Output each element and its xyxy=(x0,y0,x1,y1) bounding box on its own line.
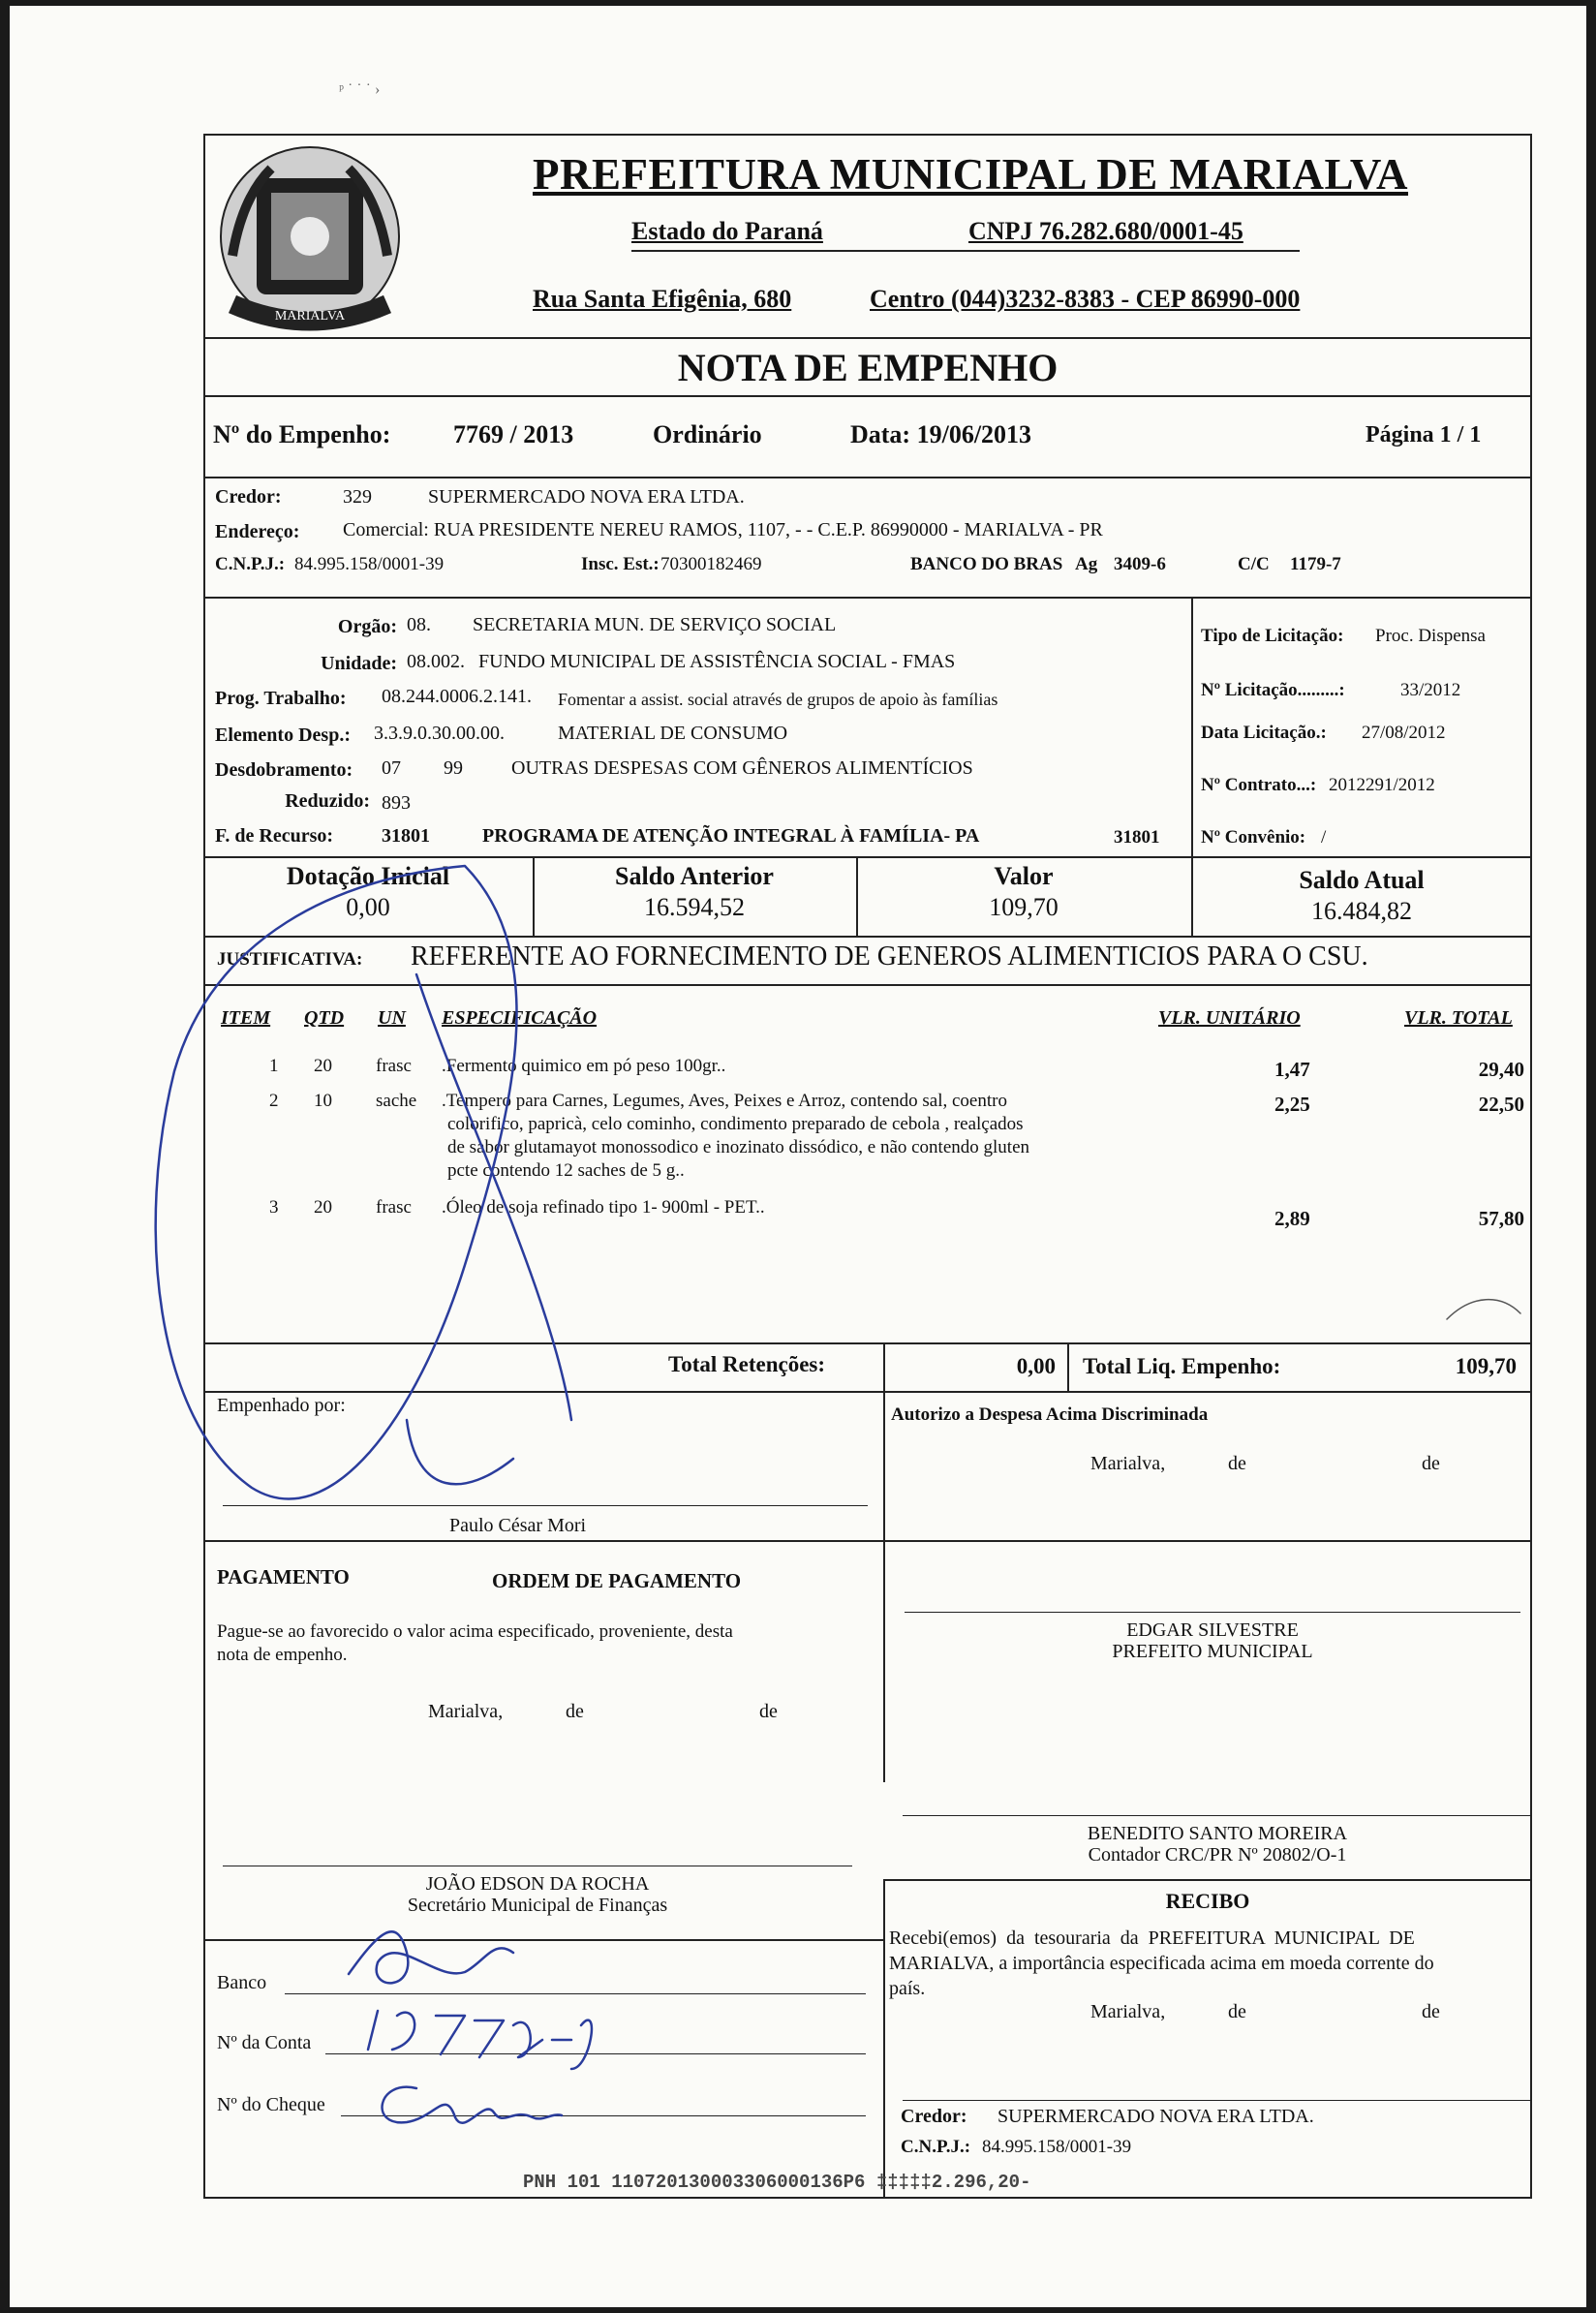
divider xyxy=(203,984,1532,986)
divider xyxy=(1067,1342,1069,1391)
desdobramento-sub: 99 xyxy=(444,757,463,779)
autorizo-text: Autorizo a Despesa Acima Discriminada xyxy=(891,1404,1209,1425)
recibo-title: RECIBO xyxy=(1165,1889,1250,1913)
empenho-type: Ordinário xyxy=(653,420,762,448)
cnpj-header: CNPJ 76.282.680/0001-45 xyxy=(968,217,1243,245)
convenio-number: / xyxy=(1321,827,1327,848)
convenio-label: Nº Convênio: xyxy=(1201,827,1306,848)
empenho-date: Data: 19/06/2013 xyxy=(850,420,1032,448)
divider xyxy=(203,477,1532,478)
svg-text:MARIALVA: MARIALVA xyxy=(274,309,346,324)
saldo-anterior-label: Saldo Anterior xyxy=(615,862,774,890)
credor-address: Comercial: RUA PRESIDENTE NEREU RAMOS, 1107, - - C.E.P. 86990000 - MARIALVA - PR xyxy=(343,519,1103,540)
desdobramento-name: OUTRAS DESPESAS COM GÊNEROS ALIMENTÍCIOS xyxy=(511,757,973,779)
account-label: C/C xyxy=(1238,554,1270,574)
header-underline xyxy=(631,250,1300,252)
licitacao-date-label: Data Licitação.: xyxy=(1201,723,1327,743)
divider xyxy=(203,597,1532,599)
divider xyxy=(883,1540,885,1782)
signature-line xyxy=(905,1612,1520,1613)
municipal-crest-icon xyxy=(213,139,407,343)
prog-label: Prog. Trabalho: xyxy=(215,688,347,709)
divider xyxy=(203,1342,1532,1344)
item-qtd: 20 xyxy=(314,1056,332,1076)
credor-cnpj: 84.995.158/0001-39 xyxy=(294,554,445,574)
item-spec: pcte contendo 12 saches de 5 g.. xyxy=(447,1160,685,1181)
item-header: ITEM xyxy=(221,1007,271,1029)
place-date: Marialva, xyxy=(1090,2001,1166,2022)
state-name: Estado do Paraná xyxy=(631,217,823,245)
recibo-cnpj-label: C.N.P.J.: xyxy=(901,2137,971,2157)
empenho-number: 7769 / 2013 xyxy=(453,420,574,448)
contador-title: Contador CRC/PR Nº 20802/O-1 xyxy=(1088,1844,1347,1866)
divider xyxy=(883,1342,885,1391)
item-number: 1 xyxy=(269,1056,279,1076)
contador-name: BENEDITO SANTO MOREIRA xyxy=(1087,1823,1348,1844)
tipo-licitacao: Proc. Dispensa xyxy=(1375,626,1486,646)
date-de: de xyxy=(1422,1453,1440,1474)
stray-mark: ᵖ ˙ ˙ ˙ › xyxy=(339,81,381,98)
empenhado-label: Empenhado por: xyxy=(217,1395,346,1416)
retencoes-value: 0,00 xyxy=(1016,1354,1056,1378)
agency-number: 3409-6 xyxy=(1114,554,1166,574)
pague-text: Pague-se ao favorecido o valor acima especificado, proveniente, desta xyxy=(217,1621,733,1642)
signature-line xyxy=(223,1505,868,1506)
desdobramento-code: 07 xyxy=(382,757,401,779)
unidade-code: 08.002. xyxy=(407,651,465,672)
page-number: Página 1 / 1 xyxy=(1366,422,1482,447)
desdobramento-label: Desdobramento: xyxy=(215,759,353,781)
item-total-price: 22,50 xyxy=(1478,1093,1524,1116)
prefeito-name: EDGAR SILVESTRE xyxy=(1126,1619,1299,1641)
dotacao-label: Dotação Inicial xyxy=(286,862,450,890)
recibo-text: país. xyxy=(889,1978,926,1999)
licitacao-number: 33/2012 xyxy=(1400,680,1461,700)
date-de: de xyxy=(566,1701,584,1722)
empenhado-name: Paulo César Mori xyxy=(449,1515,587,1536)
unidade-label: Unidade: xyxy=(321,653,397,674)
valor-value: 109,70 xyxy=(989,893,1059,921)
unit-price-header: VLR. UNITÁRIO xyxy=(1158,1007,1301,1029)
valor-label: Valor xyxy=(994,862,1054,890)
item-total-price: 57,80 xyxy=(1478,1207,1524,1230)
conta-label: Nº da Conta xyxy=(217,2032,312,2053)
document-page xyxy=(10,6,1586,2307)
fonte-code: 31801 xyxy=(382,825,430,847)
secretario-title: Secretário Municipal de Finanças xyxy=(407,1895,668,1916)
liq-empenho-value: 109,70 xyxy=(1455,1354,1517,1378)
elemento-code: 3.3.9.0.30.00.00. xyxy=(374,723,505,744)
pagamento-label: PAGAMENTO xyxy=(217,1565,350,1588)
item-unit-price: 1,47 xyxy=(1274,1058,1310,1081)
city-hall-title: PREFEITURA MUNICIPAL DE MARIALVA xyxy=(533,150,1409,199)
account-number: 1179-7 xyxy=(1290,554,1341,574)
item-spec: .Óleo de soja refinado tipo 1- 900ml - PET.. xyxy=(442,1197,765,1218)
item-spec: colorifico, papricà, celo cominho, condimento preparado de cebola , realçados xyxy=(447,1114,1024,1134)
fonte-name: PROGRAMA DE ATENÇÃO INTEGRAL À FAMÍLIA- PA xyxy=(482,825,980,847)
credor-code: 329 xyxy=(343,486,372,508)
pague-text: nota de empenho. xyxy=(217,1645,348,1665)
divider xyxy=(203,337,1532,339)
elemento-name: MATERIAL DE CONSUMO xyxy=(558,723,788,744)
item-spec: .Fermento quimico em pó peso 100gr.. xyxy=(442,1056,726,1076)
total-price-header: VLR. TOTAL xyxy=(1404,1007,1513,1029)
saldo-anterior-value: 16.594,52 xyxy=(644,893,745,921)
place-date: Marialva, xyxy=(428,1701,504,1722)
street-address: Rua Santa Efigênia, 680 xyxy=(533,285,792,313)
ordem-pagamento-label: ORDEM DE PAGAMENTO xyxy=(492,1569,742,1592)
date-de: de xyxy=(1228,1453,1246,1474)
credor-label: Credor: xyxy=(215,486,282,508)
divider xyxy=(203,1391,1532,1393)
prog-code: 08.244.0006.2.141. xyxy=(382,686,532,707)
orgao-code: 08. xyxy=(407,614,431,635)
tipo-licitacao-label: Tipo de Licitação: xyxy=(1201,626,1344,646)
un-header: UN xyxy=(378,1007,406,1029)
signature-line xyxy=(903,1815,1532,1816)
footer-code: PNH 101 110720130003306000136P6 ‡‡‡‡‡2.296,20- xyxy=(523,2172,1031,2193)
divider xyxy=(203,1939,883,1941)
prog-name: Fomentar a assist. social através de grupos de apoio às famílias xyxy=(558,690,998,709)
item-un: frasc xyxy=(376,1197,412,1218)
document-title: NOTA DE EMPENHO xyxy=(677,346,1059,389)
item-un: frasc xyxy=(376,1056,412,1076)
divider xyxy=(883,1391,885,1540)
signature-line xyxy=(903,2100,1532,2101)
reduzido-label: Reduzido: xyxy=(285,790,370,812)
contrato-number: 2012291/2012 xyxy=(1329,775,1435,795)
liq-empenho-label: Total Liq. Empenho: xyxy=(1083,1354,1281,1378)
orgao-label: Orgão: xyxy=(337,616,397,637)
divider xyxy=(203,395,1532,397)
address-label: Endereço: xyxy=(215,521,300,542)
item-un: sache xyxy=(376,1091,417,1111)
cheque-label: Nº do Cheque xyxy=(217,2094,325,2115)
recibo-credor-label: Credor: xyxy=(901,2106,967,2127)
saldo-atual-value: 16.484,82 xyxy=(1311,897,1412,925)
item-spec: de sabor glutamayot monossodico e inozinato dissódico, e não contendo gluten xyxy=(447,1137,1030,1157)
reduzido-code: 893 xyxy=(382,792,411,814)
saldo-atual-label: Saldo Atual xyxy=(1299,866,1425,894)
bank-name: BANCO DO BRAS xyxy=(910,554,1063,574)
item-qtd: 10 xyxy=(314,1091,332,1111)
elemento-label: Elemento Desp.: xyxy=(215,725,351,746)
item-unit-price: 2,25 xyxy=(1274,1093,1310,1116)
licitacao-date: 27/08/2012 xyxy=(1362,723,1446,743)
date-de: de xyxy=(1422,2001,1440,2022)
item-spec: .Tempero para Carnes, Legumes, Aves, Peixes e Arroz, contendo sal, coentro xyxy=(442,1091,1007,1111)
conta-line xyxy=(325,2053,866,2054)
recibo-cnpj: 84.995.158/0001-39 xyxy=(982,2137,1132,2157)
justificativa-label: JUSTIFICATIVA: xyxy=(217,949,363,970)
secretario-name: JOÃO EDSON DA ROCHA xyxy=(425,1873,650,1895)
credor-name: SUPERMERCADO NOVA ERA LTDA. xyxy=(428,486,745,508)
divider xyxy=(883,1879,885,2199)
item-number: 2 xyxy=(269,1091,279,1111)
orgao-name: SECRETARIA MUN. DE SERVIÇO SOCIAL xyxy=(473,614,837,635)
insc-value: 70300182469 xyxy=(660,554,762,574)
fonte-label: F. de Recurso: xyxy=(215,825,334,847)
divider xyxy=(203,936,1532,938)
fonte-code-2: 31801 xyxy=(1114,827,1160,848)
divider xyxy=(1191,597,1193,856)
item-qtd: 20 xyxy=(314,1197,332,1218)
prefeito-title: PREFEITO MUNICIPAL xyxy=(1112,1641,1313,1662)
item-unit-price: 2,89 xyxy=(1274,1207,1310,1230)
divider xyxy=(883,1879,1532,1881)
item-number: 3 xyxy=(269,1197,279,1218)
date-de: de xyxy=(1228,2001,1246,2022)
contact-info: Centro (044)3232-8383 - CEP 86990-000 xyxy=(870,285,1301,313)
place-date: Marialva, xyxy=(1090,1453,1166,1474)
empenho-label: Nº do Empenho: xyxy=(213,420,391,448)
banco-line xyxy=(285,1993,866,1994)
divider xyxy=(203,1540,1532,1542)
cheque-line xyxy=(341,2115,866,2116)
divider xyxy=(203,856,1532,858)
unidade-name: FUNDO MUNICIPAL DE ASSISTÊNCIA SOCIAL - FMAS xyxy=(478,651,956,672)
spec-header: ESPECIFICAÇÃO xyxy=(442,1007,598,1029)
qtd-header: QTD xyxy=(304,1007,345,1029)
recibo-text: Recebi(emos) da tesouraria da PREFEITURA MUNICIPAL DE xyxy=(889,1928,1415,1949)
item-total-price: 29,40 xyxy=(1478,1058,1524,1081)
justificativa-text: REFERENTE AO FORNECIMENTO DE GENEROS ALIMENTICIOS PARA O CSU. xyxy=(411,941,1368,971)
banco-label: Banco xyxy=(217,1972,267,1993)
retencoes-label: Total Retenções: xyxy=(668,1352,826,1376)
recibo-credor-name: SUPERMERCADO NOVA ERA LTDA. xyxy=(998,2106,1314,2127)
agency-label: Ag xyxy=(1075,554,1098,574)
dotacao-value: 0,00 xyxy=(346,893,390,921)
recibo-text: MARIALVA, a importância especificada acima em moeda corrente do xyxy=(889,1953,1434,1974)
licitacao-number-label: Nº Licitação.........: xyxy=(1201,680,1345,700)
contrato-label: Nº Contrato...: xyxy=(1201,775,1317,795)
cnpj-label: C.N.P.J.: xyxy=(215,554,286,574)
insc-label: Insc. Est.: xyxy=(581,554,660,574)
date-de: de xyxy=(759,1701,778,1722)
